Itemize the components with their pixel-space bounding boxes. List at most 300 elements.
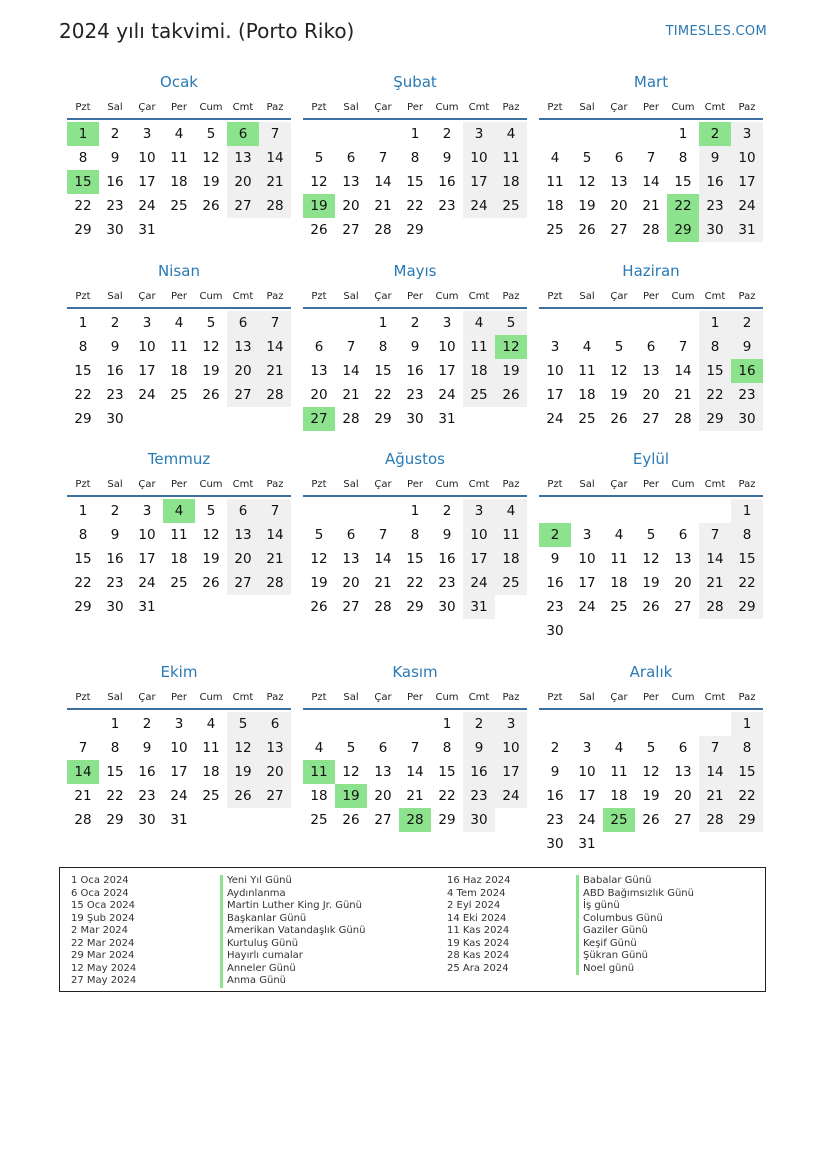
day-cell: 7 [410,740,420,756]
day-cell: 31 [463,595,495,619]
day-cell: 3 [582,527,592,543]
weekday-label: Pzt [75,290,91,302]
day-cell: 12 [310,174,328,190]
day-cell: 26 [642,599,660,615]
day-cell: 24 [438,387,456,403]
legend-dates-right [447,875,510,975]
weekday-label: Pzt [311,101,327,113]
weekday-label: Pzt [547,691,563,703]
weekday-label: Çar [138,290,156,302]
day-cell: 6 [259,712,291,736]
day-cell: 10 [138,527,156,543]
day-cell: 13 [227,523,259,547]
legend-names-left [220,875,365,988]
weekday-label: Cmt [704,290,726,302]
day-cell: 10 [170,740,188,756]
day-cell: 4 [614,740,624,756]
day-cell: 24 [578,599,596,615]
holiday-name: Anma Günü [220,975,365,988]
holiday-name: Anneler Günü [220,963,365,976]
day-cell: 10 [438,339,456,355]
month-title: Mayıs [393,262,437,280]
day-cell: 12 [610,363,628,379]
day-cell: 12 [202,339,220,355]
day-cell: 11 [170,527,188,543]
day-grid [303,499,527,619]
day-cell: 9 [442,150,452,166]
day-cell: 18 [310,788,328,804]
holiday-date: 22 Mar 2024 [71,937,135,949]
holiday-date: 2 Eyl 2024 [447,900,501,911]
day-cell: 21 [406,788,424,804]
weekday-label: Cum [435,101,459,113]
day-cell: 23 [406,387,424,403]
day-cell: 23 [138,788,156,804]
day-cell: 4 [206,716,216,732]
day-cell: 10 [546,363,564,379]
day-cell: 26 [227,784,259,808]
day-cell: 29 [406,599,424,615]
holiday-day-cell: 6 [227,122,259,146]
weekday-header [539,686,763,710]
day-cell: 17 [731,170,763,194]
weekday-header [67,686,291,710]
holiday-name: Şükran Günü [576,950,694,963]
day-cell: 20 [342,198,360,214]
day-cell: 15 [106,764,124,780]
day-cell: 17 [170,764,188,780]
day-cell: 22 [438,788,456,804]
day-cell: 27 [610,222,628,238]
month-title: Kasım [392,663,438,681]
day-cell: 7 [678,339,688,355]
day-cell: 13 [342,551,360,567]
day-cell: 26 [578,222,596,238]
day-cell: 3 [463,122,495,146]
weekday-label: Cum [671,478,695,490]
holiday-name: Gaziler Günü [576,925,694,938]
day-cell: 30 [546,623,564,639]
day-cell: 1 [442,716,452,732]
weekday-label: Paz [738,101,756,113]
holiday-day-cell: 2 [699,122,731,146]
day-cell: 19 [578,198,596,214]
day-cell: 2 [410,315,420,331]
day-cell: 26 [202,575,220,591]
day-cell: 2 [110,503,120,519]
day-cell: 26 [642,812,660,828]
day-cell: 23 [106,387,124,403]
day-cell: 18 [610,788,628,804]
day-cell: 30 [438,599,456,615]
day-cell: 12 [202,527,220,543]
day-cell: 9 [110,527,120,543]
day-grid [303,122,527,242]
weekday-label: Sal [579,290,595,302]
day-cell: 22 [731,571,763,595]
day-cell: 10 [578,551,596,567]
legend-dates-left [71,875,136,988]
weekday-label: Cmt [232,691,254,703]
weekday-label: Sal [343,478,359,490]
month-calendar [303,261,527,431]
day-cell: 18 [495,170,527,194]
day-cell: 18 [546,198,564,214]
day-cell: 15 [699,359,731,383]
month-title: Ocak [160,73,198,91]
day-cell: 14 [342,363,360,379]
site-brand-link[interactable]: TIMESLES.COM [665,24,767,39]
day-cell: 8 [110,740,120,756]
month-calendar [303,662,527,832]
month-calendar [67,72,291,242]
day-cell: 16 [438,174,456,190]
day-cell: 8 [378,339,388,355]
day-cell: 13 [674,551,692,567]
holiday-day-cell: 1 [67,122,99,146]
holiday-date: 2 Mar 2024 [71,925,129,936]
weekday-label: Per [171,478,187,490]
day-cell: 27 [674,599,692,615]
weekday-label: Cum [435,691,459,703]
day-cell: 22 [406,198,424,214]
holiday-day-cell: 28 [399,808,431,832]
day-cell: 5 [227,712,259,736]
month-title: Haziran [622,262,680,280]
holiday-day-cell: 19 [335,784,367,808]
day-cell: 24 [546,411,564,427]
day-cell: 31 [138,599,156,615]
day-cell: 3 [495,712,527,736]
day-cell: 1 [410,126,420,142]
day-cell: 17 [578,575,596,591]
day-cell: 18 [170,174,188,190]
day-cell: 3 [142,126,152,142]
holiday-date: 4 Tem 2024 [447,887,506,899]
day-cell: 5 [582,150,592,166]
day-cell: 9 [110,339,120,355]
day-cell: 11 [202,740,220,756]
day-cell: 14 [674,363,692,379]
day-grid [303,311,527,431]
day-cell: 1 [378,315,388,331]
weekday-label: Pzt [311,691,327,703]
day-cell: 20 [674,575,692,591]
day-cell: 10 [495,736,527,760]
day-cell: 24 [731,194,763,218]
weekday-label: Per [407,478,423,490]
day-cell: 24 [463,194,495,218]
day-cell: 26 [310,222,328,238]
day-cell: 14 [642,174,660,190]
weekday-label: Paz [266,290,284,302]
weekday-label: Sal [107,478,123,490]
day-cell: 10 [578,764,596,780]
month-calendar [539,449,763,643]
day-cell: 6 [646,339,656,355]
day-cell: 8 [678,150,688,166]
day-cell: 28 [342,411,360,427]
day-grid [539,712,763,856]
day-cell: 30 [546,836,564,852]
holiday-day-cell: 19 [303,194,335,218]
day-cell: 23 [463,784,495,808]
weekday-label: Cum [435,478,459,490]
day-cell: 18 [495,547,527,571]
day-cell: 24 [170,788,188,804]
day-cell: 25 [310,812,328,828]
holiday-name: Amerikan Vatandaşlık Günü [220,925,365,938]
day-cell: 13 [259,736,291,760]
weekday-header [67,96,291,120]
holiday-day-cell: 25 [603,808,635,832]
day-cell: 22 [374,387,392,403]
day-cell: 28 [374,222,392,238]
day-cell: 28 [74,812,92,828]
weekday-label: Per [643,290,659,302]
day-cell: 14 [259,146,291,170]
day-cell: 20 [342,575,360,591]
day-cell: 21 [642,198,660,214]
day-cell: 8 [731,523,763,547]
day-cell: 23 [438,198,456,214]
day-cell: 4 [463,311,495,335]
day-cell: 23 [546,812,564,828]
day-cell: 21 [699,571,731,595]
day-cell: 14 [699,547,731,571]
holiday-date: 16 Haz 2024 [447,875,511,886]
day-cell: 20 [374,788,392,804]
day-cell: 3 [142,503,152,519]
weekday-label: Cmt [704,691,726,703]
day-cell: 24 [138,198,156,214]
day-cell: 6 [678,527,688,543]
day-cell: 14 [374,174,392,190]
day-cell: 29 [74,222,92,238]
day-cell: 16 [546,575,564,591]
weekday-label: Cum [671,101,695,113]
day-cell: 8 [78,527,88,543]
weekday-label: Cmt [232,101,254,113]
day-cell: 20 [642,387,660,403]
day-cell: 17 [138,174,156,190]
weekday-label: Çar [374,101,392,113]
holiday-date: 19 Kas 2024 [447,937,510,949]
day-cell: 9 [463,736,495,760]
day-cell: 22 [106,788,124,804]
weekday-label: Cmt [468,101,490,113]
day-cell: 22 [406,575,424,591]
day-cell: 31 [138,222,156,238]
weekday-label: Paz [502,101,520,113]
month-title: Nisan [158,262,200,280]
month-calendar [303,449,527,619]
weekday-label: Cum [199,691,223,703]
holiday-date: 25 Ara 2024 [447,962,509,974]
day-cell: 18 [170,363,188,379]
day-cell: 2 [442,503,452,519]
day-cell: 25 [170,387,188,403]
weekday-header [303,96,527,120]
weekday-header [303,686,527,710]
day-cell: 3 [442,315,452,331]
day-cell: 21 [259,170,291,194]
day-cell: 30 [106,411,124,427]
day-grid [67,712,291,832]
day-cell: 25 [495,194,527,218]
weekday-header [303,285,527,309]
day-cell: 6 [378,740,388,756]
day-cell: 7 [259,311,291,335]
day-cell: 29 [699,407,731,431]
day-cell: 7 [346,339,356,355]
month-calendar [539,261,763,431]
day-cell: 26 [342,812,360,828]
month-calendar [67,261,291,431]
holiday-name: Başkanlar Günü [220,913,365,926]
day-cell: 2 [442,126,452,142]
day-cell: 28 [642,222,660,238]
day-cell: 24 [578,812,596,828]
day-cell: 21 [699,784,731,808]
day-cell: 14 [259,335,291,359]
day-cell: 1 [78,503,88,519]
weekday-label: Çar [374,290,392,302]
day-cell: 31 [731,218,763,242]
day-cell: 1 [410,503,420,519]
weekday-label: Paz [502,478,520,490]
day-cell: 27 [259,784,291,808]
month-title: Ağustos [385,450,445,468]
weekday-label: Sal [579,101,595,113]
day-cell: 4 [582,339,592,355]
weekday-header [539,96,763,120]
month-title: Mart [633,73,669,91]
holiday-name: Noel günü [576,963,694,976]
weekday-label: Pzt [547,478,563,490]
day-cell: 19 [310,575,328,591]
day-cell: 11 [546,174,564,190]
day-cell: 9 [550,764,560,780]
day-cell: 6 [227,499,259,523]
day-cell: 15 [406,551,424,567]
day-cell: 11 [170,339,188,355]
holiday-day-cell: 22 [667,194,699,218]
day-cell: 31 [578,836,596,852]
holiday-name: Babalar Günü [576,875,694,888]
day-cell: 11 [610,764,628,780]
day-cell: 14 [699,760,731,784]
day-cell: 17 [463,170,495,194]
day-cell: 20 [227,547,259,571]
day-cell: 24 [463,571,495,595]
day-cell: 23 [731,383,763,407]
weekday-label: Çar [138,478,156,490]
weekday-label: Çar [374,691,392,703]
day-cell: 5 [614,339,624,355]
day-cell: 3 [582,740,592,756]
day-cell: 19 [610,387,628,403]
day-cell: 5 [346,740,356,756]
day-cell: 20 [259,760,291,784]
weekday-label: Cmt [704,478,726,490]
day-cell: 16 [546,788,564,804]
day-cell: 6 [678,740,688,756]
holiday-day-cell: 29 [667,218,699,242]
day-cell: 25 [463,383,495,407]
holiday-date: 1 Oca 2024 [71,875,129,886]
weekday-label: Çar [610,691,628,703]
day-cell: 12 [227,736,259,760]
weekday-label: Sal [107,290,123,302]
day-cell: 30 [463,808,495,832]
day-cell: 25 [578,411,596,427]
day-cell: 16 [106,551,124,567]
day-cell: 19 [495,359,527,383]
holiday-name: Martin Luther King Jr. Günü [220,900,365,913]
day-cell: 18 [202,764,220,780]
day-cell: 11 [495,146,527,170]
day-cell: 18 [578,387,596,403]
weekday-label: Sal [343,290,359,302]
weekday-label: Per [407,290,423,302]
weekday-header [67,473,291,497]
day-cell: 4 [495,122,527,146]
day-cell: 26 [202,387,220,403]
day-cell: 31 [170,812,188,828]
day-cell: 10 [731,146,763,170]
day-cell: 16 [406,363,424,379]
day-cell: 28 [259,571,291,595]
day-cell: 5 [495,311,527,335]
day-cell: 18 [170,551,188,567]
holiday-date: 27 May 2024 [71,975,137,986]
day-cell: 13 [374,764,392,780]
day-cell: 5 [314,527,324,543]
day-cell: 11 [495,523,527,547]
day-cell: 14 [406,764,424,780]
day-cell: 18 [610,575,628,591]
day-cell: 11 [610,551,628,567]
day-cell: 11 [578,363,596,379]
day-cell: 2 [142,716,152,732]
day-cell: 15 [674,174,692,190]
day-cell: 28 [674,411,692,427]
day-cell: 19 [642,788,660,804]
day-cell: 26 [202,198,220,214]
weekday-label: Cmt [704,101,726,113]
day-cell: 8 [78,150,88,166]
day-cell: 7 [78,740,88,756]
day-cell: 22 [699,383,731,407]
day-cell: 27 [342,599,360,615]
day-cell: 13 [610,174,628,190]
weekday-label: Sal [579,478,595,490]
weekday-label: Per [407,101,423,113]
day-cell: 3 [463,499,495,523]
day-cell: 15 [374,363,392,379]
day-cell: 30 [731,407,763,431]
holiday-day-cell: 12 [495,335,527,359]
day-cell: 21 [74,788,92,804]
day-cell: 4 [550,150,560,166]
day-cell: 29 [731,808,763,832]
day-cell: 17 [578,788,596,804]
day-cell: 23 [546,599,564,615]
day-cell: 20 [227,170,259,194]
weekday-label: Sal [343,691,359,703]
day-cell: 30 [406,411,424,427]
